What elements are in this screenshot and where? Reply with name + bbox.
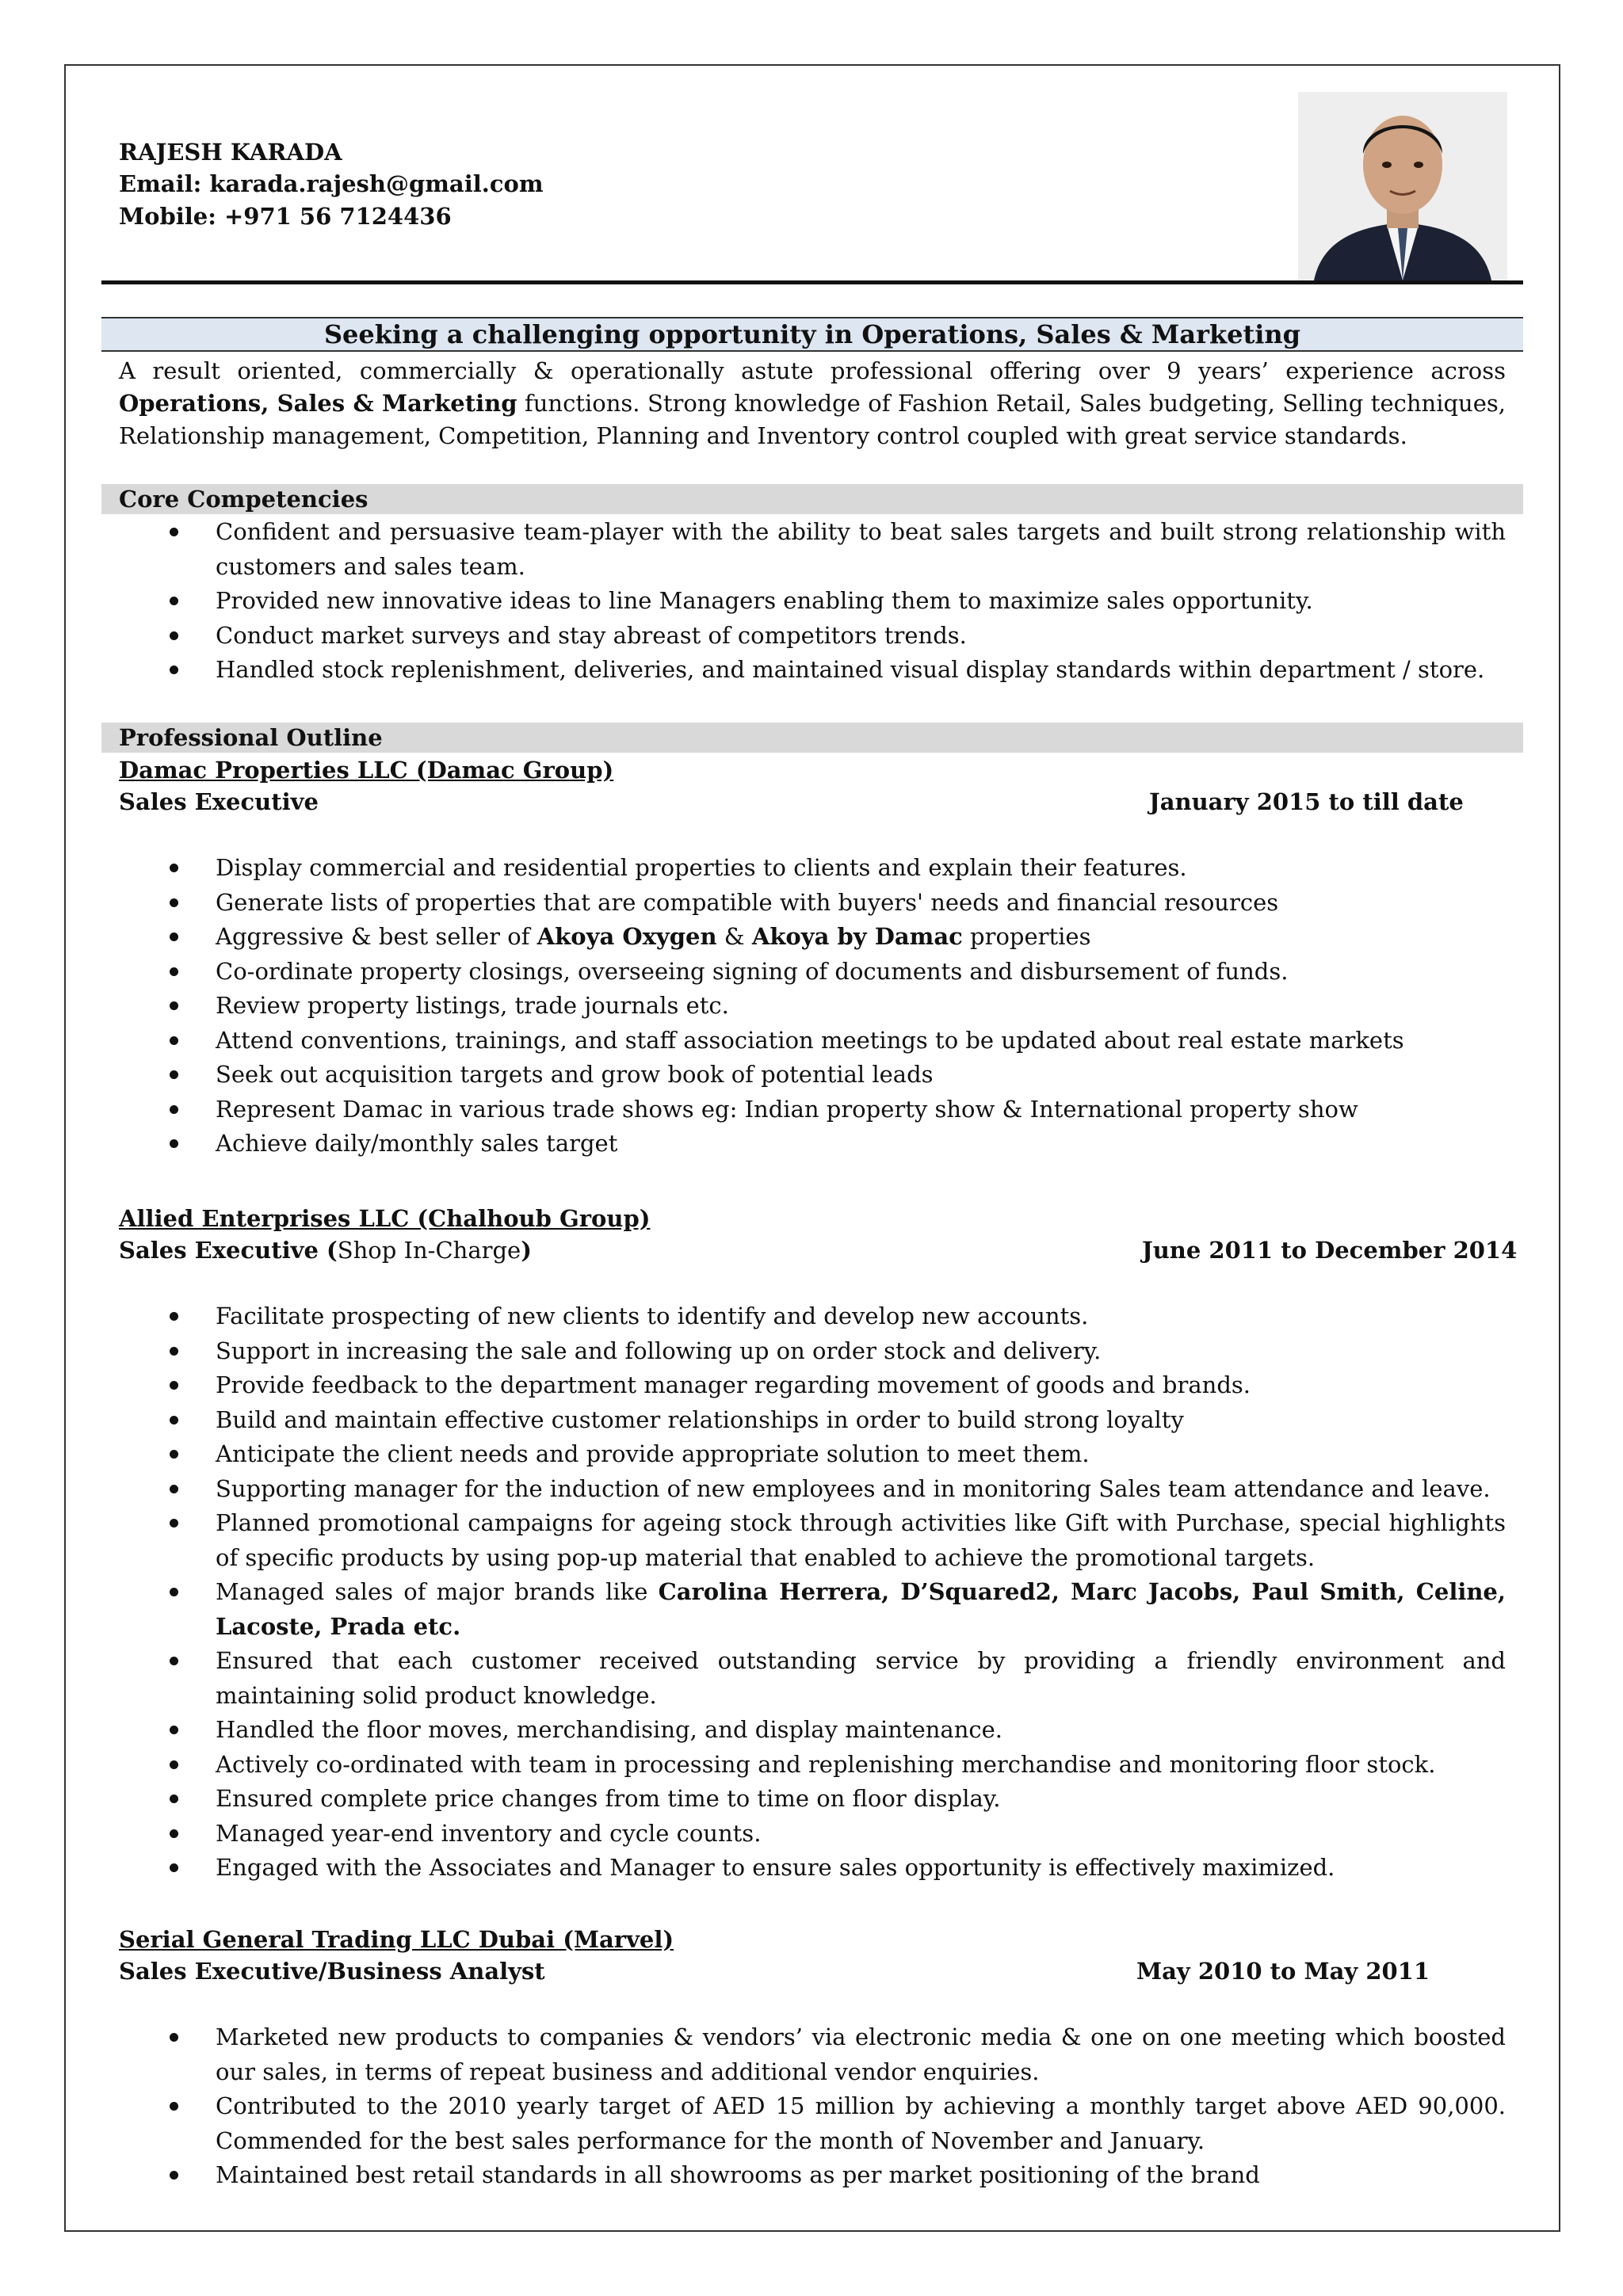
list-item: Ensured complete price changes from time to time on floor display.: [119, 1782, 1506, 1817]
list-item: Co-ordinate property closings, overseeing signing of documents and disbursement of funds.: [119, 955, 1506, 990]
summary-text-2: functions. Strong knowledge of Fashion Retail, Sales budgeting, Selling techniques, Relationship management, Competition, Planning and Inventory control coupled with great service standards.: [119, 390, 1506, 449]
bullet-icon: [170, 1312, 178, 1321]
bullet-icon: [170, 1829, 178, 1838]
bullet-icon: [170, 1657, 178, 1665]
bullet-icon: [170, 1726, 178, 1734]
bullet-icon: [170, 1105, 178, 1114]
list-item: Conduct market surveys and stay abreast of competitors trends.: [119, 619, 1506, 654]
professional-outline-header: [101, 723, 1523, 753]
list-item: Confident and persuasive team-player with the ability to beat sales targets and built strong relationship with customers and sales team.: [119, 515, 1506, 584]
bullet-icon: [170, 1347, 178, 1356]
profile-photo: [1298, 92, 1507, 280]
job-1-duties-list: [119, 851, 1506, 1161]
bullet-icon: [170, 1070, 178, 1079]
job-3-duties-list: [119, 2020, 1506, 2193]
job-2-dates: June 2011 to December 2014: [1142, 1237, 1518, 1264]
bullet-icon: [170, 1863, 178, 1872]
bullet-icon: [170, 1519, 178, 1527]
email-line: Email: karada.rajesh@gmail.com: [119, 170, 544, 197]
bullet-icon: [170, 666, 178, 674]
list-item: Managed sales of major brands like Carolina Herrera, D’Squared2, Marc Jacobs, Paul Smith, Celine, Lacoste, Prada etc.: [119, 1575, 1506, 1644]
summary-bold-functions: Operations, Sales & Marketing: [119, 390, 517, 417]
bullet-icon: [170, 1794, 178, 1803]
list-item: Supporting manager for the induction of new employees and in monitoring Sales team attendance and leave.: [119, 1472, 1506, 1507]
job-1-dates: January 2015 to till date: [1149, 788, 1464, 815]
summary-paragraph: [119, 355, 1506, 452]
job-1-role: Sales Executive: [119, 788, 319, 815]
bullet-icon: [170, 631, 178, 640]
list-item: Actively co-ordinated with team in processing and replenishing merchandise and monitoring floor stock.: [119, 1748, 1506, 1783]
job-3-dates: May 2010 to May 2011: [1136, 1958, 1430, 1985]
list-item: Planned promotional campaigns for ageing stock through activities like Gift with Purchase, special highlights of specific products by using pop-up material that enabled to achieve the promotional targets.: [119, 1506, 1506, 1575]
list-item: Review property listings, trade journals etc.: [119, 989, 1506, 1024]
list-item: Maintained best retail standards in all showrooms as per market positioning of the brand: [119, 2158, 1506, 2193]
list-item: Facilitate prospecting of new clients to identify and develop new accounts.: [119, 1299, 1506, 1334]
bullet-icon: [170, 1001, 178, 1010]
bullet-icon: [170, 2102, 178, 2111]
header-divider: [101, 280, 1523, 284]
list-item: Marketed new products to companies & vendors’ via electronic media & one on one meeting which boosted our sales, in terms of repeat business and additional vendor enquiries.: [119, 2020, 1506, 2089]
bullet-icon: [170, 1416, 178, 1425]
bullet-icon: [170, 2171, 178, 2180]
bullet-icon: [170, 864, 178, 872]
bullet-icon: [170, 1485, 178, 1493]
job-2-duties-list: [119, 1299, 1506, 1886]
candidate-name: RAJESH KARADA: [119, 139, 342, 166]
job-3-company: Serial General Trading LLC Dubai (Marvel): [119, 1926, 674, 1953]
list-item: Display commercial and residential properties to clients and explain their features.: [119, 851, 1506, 886]
bullet-icon: [170, 898, 178, 907]
list-item: Seek out acquisition targets and grow book of potential leads: [119, 1058, 1506, 1093]
list-item: Anticipate the client needs and provide appropriate solution to meet them.: [119, 1437, 1506, 1472]
bullet-icon: [170, 933, 178, 941]
job-2-company: Allied Enterprises LLC (Chalhoub Group): [119, 1205, 651, 1232]
bullet-icon: [170, 1588, 178, 1596]
list-item: Managed year-end inventory and cycle counts.: [119, 1817, 1506, 1852]
core-competencies-list: [119, 515, 1506, 688]
bullet-icon: [170, 528, 178, 536]
list-item: Handled stock replenishment, deliveries, and maintained visual display standards within department / store.: [119, 653, 1506, 688]
list-item: Engaged with the Associates and Manager to ensure sales opportunity is effectively maximized.: [119, 1851, 1506, 1886]
bullet-icon: [170, 1036, 178, 1045]
summary-text-1: A result oriented, commercially & operationally astute professional offering over 9 years’ experience across: [119, 357, 1506, 384]
profile-photo-portrait-icon: [1298, 92, 1507, 280]
bullet-icon: [170, 1450, 178, 1459]
list-item: Ensured that each customer received outstanding service by providing a friendly environment and maintaining solid product knowledge.: [119, 1644, 1506, 1713]
core-competencies-title: Core Competencies: [119, 486, 369, 513]
core-competencies-header: [101, 484, 1523, 514]
list-item: Support in increasing the sale and following up on order stock and delivery.: [119, 1334, 1506, 1369]
job-3-role: Sales Executive/Business Analyst: [119, 1958, 545, 1985]
list-item: Build and maintain effective customer relationships in order to build strong loyalty: [119, 1403, 1506, 1438]
bullet-icon: [170, 967, 178, 976]
bullet-icon: [170, 1139, 178, 1148]
list-item: Provided new innovative ideas to line Managers enabling them to maximize sales opportunity.: [119, 584, 1506, 619]
list-item: Attend conventions, trainings, and staff association meetings to be updated about real estate markets: [119, 1024, 1506, 1058]
job-1-company: Damac Properties LLC (Damac Group): [119, 757, 614, 784]
list-item: Represent Damac in various trade shows eg: Indian property show & International property show: [119, 1093, 1506, 1127]
bullet-icon: [170, 2033, 178, 2042]
list-item: Aggressive & best seller of Akoya Oxygen & Akoya by Damac properties: [119, 920, 1506, 955]
bullet-icon: [170, 1760, 178, 1769]
job-2-role: Sales Executive (Shop In-Charge): [119, 1237, 532, 1264]
mobile-line: Mobile: +971 56 7124436: [119, 203, 452, 230]
professional-outline-title: Professional Outline: [119, 724, 383, 751]
list-item: Achieve daily/monthly sales target: [119, 1127, 1506, 1161]
bullet-icon: [170, 597, 178, 605]
list-item: Provide feedback to the department manager regarding movement of goods and brands.: [119, 1368, 1506, 1403]
list-item: Generate lists of properties that are compatible with buyers' needs and financial resources: [119, 886, 1506, 921]
list-item: Contributed to the 2010 yearly target of AED 15 million by achieving a monthly target above AED 90,000. Commended for the best sales performance for the month of November and January.: [119, 2089, 1506, 2158]
objective-heading: Seeking a challenging opportunity in Operations, Sales & Marketing: [101, 317, 1523, 352]
list-item: Handled the floor moves, merchandising, and display maintenance.: [119, 1713, 1506, 1748]
bullet-icon: [170, 1381, 178, 1390]
